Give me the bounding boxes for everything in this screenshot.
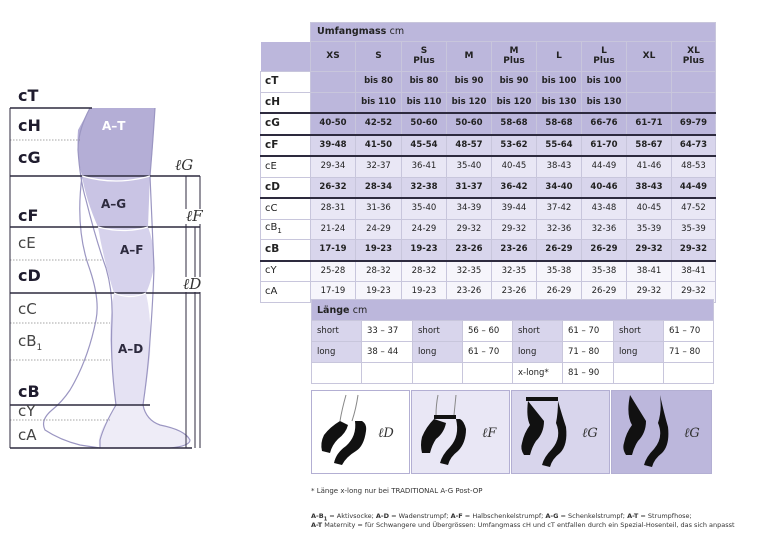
length-cell: long (413, 342, 463, 363)
size-row-label: cE (261, 156, 311, 177)
size-cell: bis 90 (447, 72, 492, 93)
size-row-label: cH (261, 92, 311, 113)
size-header: L Plus (582, 42, 627, 72)
size-cell: 28-32 (356, 261, 402, 282)
size-cell: 66-76 (582, 113, 627, 135)
length-cell (463, 363, 513, 384)
size-cell: 34-39 (447, 198, 492, 219)
size-cell: 35-39 (627, 219, 672, 240)
length-row (312, 363, 714, 384)
size-cell (311, 72, 356, 93)
size-row (261, 113, 716, 135)
size-cell: 28-34 (356, 177, 402, 198)
length-row (312, 321, 714, 342)
segment-label-ag: A–G (101, 197, 127, 211)
size-cell: bis 120 (492, 92, 537, 113)
size-row (261, 135, 716, 157)
size-cell: 23-26 (492, 240, 537, 261)
level-label: cC (18, 300, 37, 318)
size-cell: 48-53 (672, 156, 716, 177)
size-cell: 29-32 (672, 282, 716, 303)
size-cell: 58-68 (492, 113, 537, 135)
size-cell: 38-41 (672, 261, 716, 282)
size-cell: 35-40 (402, 198, 447, 219)
size-cell: 55-64 (537, 135, 582, 157)
size-row-label: cF (261, 135, 311, 157)
size-header: L (537, 42, 582, 72)
size-cell: 45-54 (402, 135, 447, 157)
size-cell: 38-43 (627, 177, 672, 198)
length-cell: short (312, 321, 362, 342)
length-cell: 56 – 60 (463, 321, 513, 342)
level-label: cA (18, 426, 37, 444)
size-cell: 42-52 (356, 113, 402, 135)
size-cell: 21-24 (311, 219, 356, 240)
size-cell: 32-38 (402, 177, 447, 198)
legend-line-2: A-T Maternity = für Schwangere und Übergrössen: Umfangmass cH und cT entfallen durch ein Spezial-Hosenteil, das sich anpasst (311, 521, 735, 529)
size-cell: 19-23 (356, 240, 402, 261)
size-cell (627, 92, 672, 113)
size-cell: 29-32 (492, 219, 537, 240)
size-cell: 25-28 (311, 261, 356, 282)
size-cell: 29-32 (447, 219, 492, 240)
size-cell: bis 100 (582, 72, 627, 93)
size-row (261, 219, 716, 240)
size-cell: 29-32 (627, 282, 672, 303)
size-cell: 26-29 (582, 240, 627, 261)
size-cell: 43-48 (582, 198, 627, 219)
size-cell: bis 80 (402, 72, 447, 93)
size-cell: 32-36 (582, 219, 627, 240)
size-cell: 35-39 (672, 219, 716, 240)
footnote: * Länge x-long nur bei TRADITIONAL A-G Post-OP (311, 487, 483, 495)
pictogram-label-af: ℓF (482, 426, 497, 441)
size-cell: 69-79 (672, 113, 716, 135)
size-cell: 40-45 (492, 156, 537, 177)
size-cell: 24-29 (402, 219, 447, 240)
pictogram-label-at: ℓG (684, 426, 700, 441)
size-header: XL Plus (672, 42, 716, 72)
length-table-title: Länge cm (312, 300, 714, 321)
size-cell: 24-29 (356, 219, 402, 240)
size-cell (627, 72, 672, 93)
length-cell: 61 – 70 (664, 321, 714, 342)
size-cell: 39-48 (311, 135, 356, 157)
size-cell: 38-43 (537, 156, 582, 177)
segment-label-af: A–F (120, 243, 144, 257)
size-row-label: cT (261, 72, 311, 93)
length-cell (312, 363, 362, 384)
size-cell: bis 130 (582, 92, 627, 113)
size-cell: 40-50 (311, 113, 356, 135)
legend-line-1: $A-B_1$ = Aktivsocke; A-D = Wadenstrumpf; A-F = Halbschenkelstrumpf; A-G = Schenkelstrumpf; A-T = Strumpfhose; (311, 512, 692, 523)
level-label: cT (18, 86, 39, 105)
size-cell: 61-70 (582, 135, 627, 157)
size-cell: 26-32 (311, 177, 356, 198)
size-cell: 44-49 (672, 177, 716, 198)
size-row-label: cY (261, 261, 311, 282)
length-cell: short (413, 321, 463, 342)
size-row (261, 240, 716, 261)
size-row (261, 72, 716, 93)
size-cell: 50-60 (447, 113, 492, 135)
size-cell: 19-23 (402, 240, 447, 261)
length-label-lf: ℓF (186, 207, 203, 225)
size-row-label: cA (261, 282, 311, 303)
size-cell: 29-34 (311, 156, 356, 177)
size-cell: 41-50 (356, 135, 402, 157)
pictogram-label-ag: ℓG (582, 426, 598, 441)
size-cell: 17-19 (311, 240, 356, 261)
size-cell: 44-49 (582, 156, 627, 177)
size-cell: 35-38 (537, 261, 582, 282)
length-table (311, 299, 714, 384)
level-label: cY (18, 402, 36, 420)
size-row (261, 198, 716, 219)
size-row-label: cB (261, 240, 311, 261)
size-cell: 31-36 (356, 198, 402, 219)
size-header: XS (311, 42, 356, 72)
length-cell: short (614, 321, 664, 342)
size-row-label: $cB_1$ (261, 219, 311, 240)
size-cell: 19-23 (356, 282, 402, 303)
size-cell: 48-57 (447, 135, 492, 157)
size-cell: 39-44 (492, 198, 537, 219)
pictogram-af (411, 390, 510, 474)
size-table-title: Umfangmass cm (311, 23, 716, 42)
size-row-label: cD (261, 177, 311, 198)
size-cell: bis 110 (402, 92, 447, 113)
size-cell: 41-46 (627, 156, 672, 177)
size-cell: 36-42 (492, 177, 537, 198)
size-header: S (356, 42, 402, 72)
level-label: cF (18, 206, 39, 225)
size-header: M Plus (492, 42, 537, 72)
size-cell: 26-29 (537, 240, 582, 261)
size-row-label: cC (261, 198, 311, 219)
size-cell (311, 92, 356, 113)
size-header: S Plus (402, 42, 447, 72)
size-cell: 26-29 (582, 282, 627, 303)
size-cell: bis 100 (537, 72, 582, 93)
size-cell: bis 80 (356, 72, 402, 93)
level-label: cH (18, 116, 41, 135)
size-cell: bis 110 (356, 92, 402, 113)
size-cell: 64-73 (672, 135, 716, 157)
size-cell: 17-19 (311, 282, 356, 303)
size-cell: 61-71 (627, 113, 672, 135)
length-cell: 33 – 37 (362, 321, 413, 342)
size-cell: 23-26 (492, 282, 537, 303)
size-cell: bis 130 (537, 92, 582, 113)
pictogram-ad (311, 390, 410, 474)
size-cell: 36-41 (402, 156, 447, 177)
length-cell (614, 363, 664, 384)
level-label: $cB_1$ (18, 332, 43, 353)
size-cell: 23-26 (447, 282, 492, 303)
size-cell: 32-35 (492, 261, 537, 282)
length-cell: long (312, 342, 362, 363)
size-cell: 47-52 (672, 198, 716, 219)
level-label: cE (18, 234, 36, 252)
size-cell (672, 92, 716, 113)
pictogram-ag (511, 390, 610, 474)
length-row (312, 342, 714, 363)
length-cell: short (513, 321, 563, 342)
length-cell (362, 363, 413, 384)
size-cell: bis 120 (447, 92, 492, 113)
size-table (260, 22, 716, 303)
size-cell: 58-68 (537, 113, 582, 135)
pictogram-label-ad: ℓD (378, 426, 394, 441)
size-cell: 34-40 (537, 177, 582, 198)
length-cell: x-long* (513, 363, 563, 384)
size-row-label: cG (261, 113, 311, 135)
level-label: cB (18, 382, 40, 401)
size-cell: 50-60 (402, 113, 447, 135)
size-cell: 23-26 (447, 240, 492, 261)
size-cell: 32-35 (447, 261, 492, 282)
length-cell: 71 – 80 (664, 342, 714, 363)
back-leg-outline (44, 176, 100, 448)
size-cell: 28-32 (402, 261, 447, 282)
size-cell: 35-40 (447, 156, 492, 177)
size-header: XL (627, 42, 672, 72)
length-cell (413, 363, 463, 384)
size-row (261, 177, 716, 198)
length-cell: 81 – 90 (563, 363, 614, 384)
size-cell: 53-62 (492, 135, 537, 157)
length-label-ld: ℓD (183, 275, 202, 293)
size-cell (672, 72, 716, 93)
size-cell: 29-32 (627, 240, 672, 261)
length-cell (664, 363, 714, 384)
size-row (261, 92, 716, 113)
size-cell: 28-31 (311, 198, 356, 219)
size-cell: 58-67 (627, 135, 672, 157)
length-cell: 61 – 70 (463, 342, 513, 363)
size-cell: 32-36 (537, 219, 582, 240)
size-header: M (447, 42, 492, 72)
length-cell: 61 – 70 (563, 321, 614, 342)
size-cell: 29-32 (672, 240, 716, 261)
size-cell: 35-38 (582, 261, 627, 282)
level-label: cG (18, 148, 41, 167)
size-cell: 31-37 (447, 177, 492, 198)
size-cell: 26-29 (537, 282, 582, 303)
length-cell: 38 – 44 (362, 342, 413, 363)
size-cell: bis 90 (492, 72, 537, 93)
size-cell: 40-46 (582, 177, 627, 198)
size-cell: 37-42 (537, 198, 582, 219)
size-cell: 19-23 (402, 282, 447, 303)
size-row (261, 261, 716, 282)
length-cell: long (513, 342, 563, 363)
length-cell: long (614, 342, 664, 363)
level-label: cD (18, 266, 41, 285)
pictogram-at (611, 390, 712, 474)
segment-label-ad: A–D (118, 342, 144, 356)
size-row (261, 156, 716, 177)
segment-af-region (98, 227, 154, 293)
length-label-lg: ℓG (175, 156, 194, 174)
size-cell: 38-41 (627, 261, 672, 282)
segment-label-at: A–T (102, 119, 126, 133)
length-cell: 71 – 80 (563, 342, 614, 363)
size-cell: 40-45 (627, 198, 672, 219)
size-cell: 32-37 (356, 156, 402, 177)
